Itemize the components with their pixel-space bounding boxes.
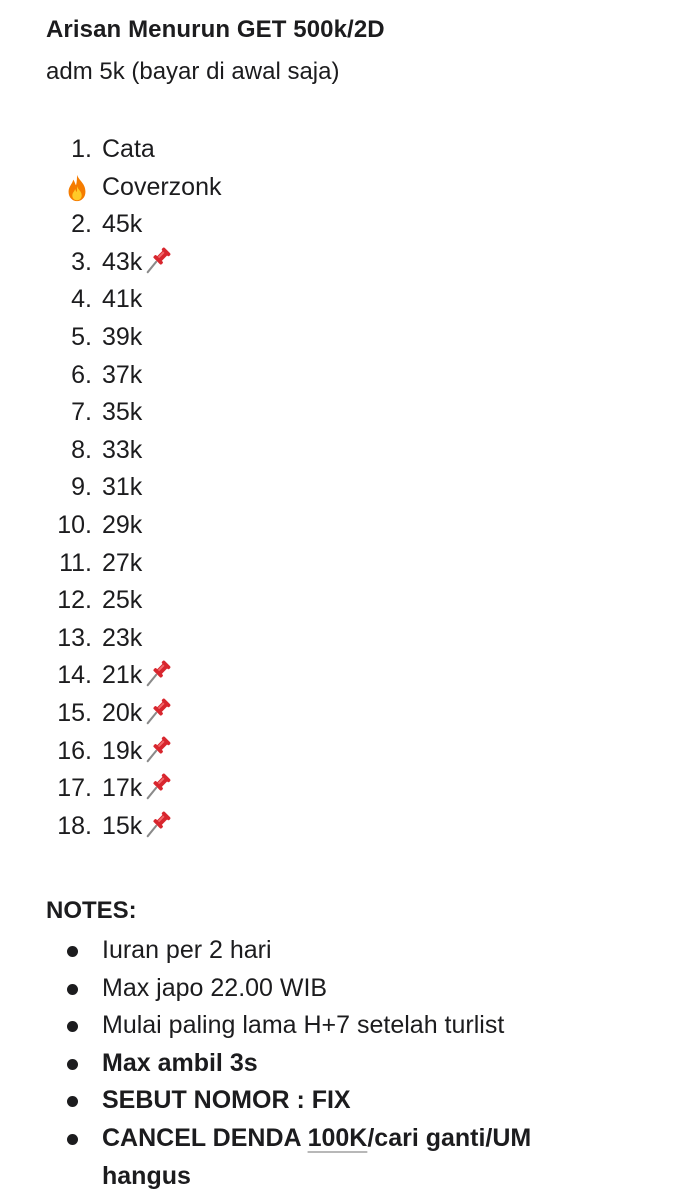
page-subtitle: adm 5k (bayar di awal saja) [46,58,340,85]
slot-item [0,507,678,545]
slot-item [0,394,678,432]
slot-value: 23k [102,623,143,652]
slot-item [0,319,678,357]
slot-number: 1. [71,135,92,163]
notes-heading: NOTES: [46,897,137,924]
slot-number: 8. [71,435,92,464]
notes-list [0,932,678,1195]
note-item [0,932,678,970]
slot-number: 13. [57,623,92,652]
bullet-icon [67,984,78,995]
slot-number: 5. [71,322,92,351]
slot-value: 21k [102,657,173,695]
slot-item [0,469,678,507]
slot-value: 33k [102,435,143,464]
bullet-icon [67,946,78,957]
slot-number: 10. [57,510,92,539]
note-item [0,1045,678,1083]
slot-value: 37k [102,360,143,389]
pushpin-icon [143,245,173,275]
slot-value: Coverzonk [102,172,222,201]
slot-number: 12. [57,586,92,615]
slot-value: Cata [102,135,155,163]
note-text: Max ambil 3s [102,1048,258,1077]
slot-number: 7. [71,398,92,427]
slot-value: 27k [102,548,143,577]
slot-item [0,169,678,207]
slot-value: 20k [102,695,173,733]
slot-value: 41k [102,285,143,314]
slot-value: 19k [102,733,173,771]
slot-item [0,808,678,846]
slot-number: 9. [71,473,92,502]
slot-number: 17. [57,774,92,803]
slot-number: 11. [59,548,92,577]
slot-item [0,657,678,695]
bullet-icon [67,1096,78,1107]
slot-item [0,206,678,244]
slot-number: 15. [57,698,92,727]
slot-number: 6. [71,360,92,389]
slot-number: 14. [57,661,92,690]
slot-item [0,281,678,319]
slot-item [0,695,678,733]
pushpin-icon [143,658,173,688]
slot-value: 15k [102,808,173,846]
slot-item [0,357,678,395]
note-text: Max japo 22.00 WIB [102,973,328,1002]
note-text: Iuran per 2 hari [102,936,272,964]
slot-item [0,620,678,658]
bullet-icon [67,1059,78,1070]
slot-value: 29k [102,510,143,539]
fire-icon [62,173,92,203]
pushpin-icon [143,734,173,764]
note-text: Mulai paling lama H+7 setelah turlist [102,1011,505,1040]
page-title: Arisan Menurun GET 500k/2D [46,16,385,43]
bullet-icon [67,1021,78,1032]
slot-list [0,131,678,845]
slot-item [0,244,678,282]
note-item [0,1082,678,1120]
pushpin-icon [143,809,173,839]
note-item [0,1007,678,1045]
slot-value: 45k [102,210,143,239]
slot-item [0,545,678,583]
slot-value: 39k [102,322,143,351]
note-item [0,970,678,1008]
slot-number: 2. [71,210,92,239]
note-text: SEBUT NOMOR : FIX [102,1086,351,1115]
slot-item [0,733,678,771]
slot-value: 31k [102,473,143,502]
bullet-icon [67,1134,78,1145]
slot-value: 43k [102,244,173,282]
slot-item [0,582,678,620]
slot-value: 35k [102,398,143,427]
slot-number: 18. [57,811,92,840]
slot-number: 16. [57,736,92,765]
slot-value: 25k [102,586,143,615]
slot-item [0,770,678,808]
slot-item [0,432,678,470]
slot-item [0,131,678,169]
slot-number: 4. [71,285,92,314]
slot-number: 3. [71,247,92,276]
note-text: CANCEL DENDA 100K/cari ganti/UM hangus [102,1123,532,1190]
pushpin-icon [143,771,173,801]
note-item [0,1120,678,1195]
pushpin-icon [143,696,173,726]
slot-value: 17k [102,770,173,808]
